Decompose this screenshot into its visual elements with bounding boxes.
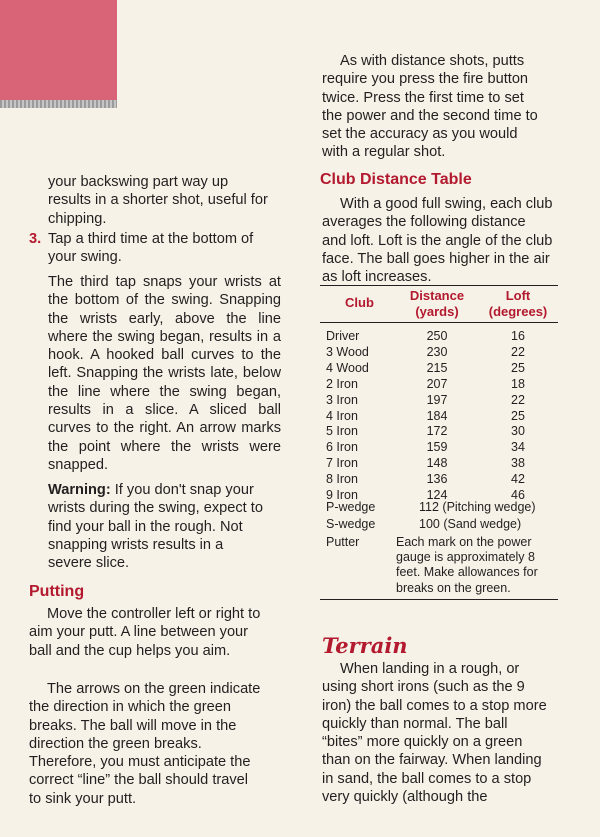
club-distance-heading: Club Distance Table (320, 171, 472, 188)
cell-club: 7 Iron (326, 456, 358, 471)
cell-distance: 172 (426, 424, 448, 439)
list-number-3: 3. (29, 231, 42, 247)
cell-loft: 34 (511, 440, 525, 455)
cell-distance: 230 (426, 344, 448, 359)
cell-club: 3 Wood (326, 344, 369, 359)
decorative-stripe (0, 100, 117, 108)
putting-paragraph-1: Move the controller left or right to aim your putt. A line between your ball and the cup helps you aim. (29, 606, 261, 659)
cell-distance: 215 (426, 360, 448, 375)
putting-paragraph-2: The arrows on the green indicate the direction in which the green breaks. The ball will move in the direction the green breaks. Therefore, you must anticipate the correct “line” the ball should travel to sink your putt. (29, 681, 261, 807)
cell-distance: 250 (426, 329, 448, 343)
putter-club: Putter (326, 535, 360, 549)
col-header-club: Club (345, 295, 374, 310)
col-header-distance: Distance (yards) (409, 288, 465, 319)
table-top-rule (320, 285, 558, 286)
table-header-rule (320, 322, 558, 323)
cell-club: 8 Iron (326, 472, 358, 487)
cell-club: 5 Iron (326, 424, 358, 439)
terrain-paragraph: When landing in a rough, or using short irons (such as the 9 iron) the ball comes to a stop more quickly than normal. The ball “bites” more quickly on a green than on the fairway. When landing in sand, the ball comes to a stop very quickly (although the (322, 661, 547, 806)
cell-club: 2 Iron (326, 376, 358, 391)
putting-heading: Putting (29, 583, 85, 600)
cell-distance: 124 (426, 488, 448, 502)
cell-loft: 30 (511, 424, 525, 439)
cell-distance: 136 (426, 472, 448, 487)
table-bottom-rule (320, 599, 558, 600)
cell-loft: 25 (511, 360, 525, 375)
cell-loft: 38 (511, 456, 525, 471)
cell-loft: 42 (511, 472, 525, 487)
warning-paragraph (48, 481, 263, 572)
cell-club: 4 Wood (326, 360, 369, 375)
cell-loft: 46 (511, 488, 525, 502)
cell-loft: 22 (511, 344, 525, 359)
backswing-paragraph: your backswing part way up results in a shorter shot, useful for chipping. (48, 174, 268, 227)
decorative-color-block (0, 0, 117, 100)
putts-paragraph: As with distance shots, putts require you press the fire button twice. Press the first time to set the power and the second time to set the accuracy as you would with a regular shot. (322, 53, 538, 161)
cell-distance: 159 (426, 440, 448, 455)
cell-loft: 16 (511, 329, 525, 343)
cell-loft: 18 (511, 376, 525, 391)
cell-distance: 148 (426, 456, 448, 471)
cell-distance: 197 (426, 392, 448, 407)
cell-wedge-note: 100 (Sand wedge) (419, 516, 522, 531)
col-header-loft: Loft (degrees) (488, 288, 548, 319)
warning-text: If you don't snap your wrists during the swing, expect to find your ball in the rough. Not snapping wrists results in a severe slice. (48, 482, 263, 572)
cell-club: 6 Iron (326, 440, 358, 455)
cell-wedge-club: S-wedge (326, 516, 376, 531)
cell-wedge-note: 112 (Pitching wedge) (419, 500, 536, 514)
cell-club: 4 Iron (326, 408, 358, 423)
warning-label: Warning: (48, 482, 111, 498)
list-item-3: Tap a third time at the bottom of your swing. (48, 231, 254, 266)
cell-distance: 207 (426, 376, 448, 391)
putter-note: Each mark on the power gauge is approximately 8 feet. Make allowances for breaks on the green. (396, 535, 538, 595)
club-distance-paragraph: With a good full swing, each club averages the following distance and loft. Loft is the angle of the club face. The ball goes higher in the air as loft increases. (322, 196, 553, 286)
terrain-heading: Terrain (322, 633, 408, 658)
cell-distance: 184 (426, 408, 448, 423)
third-tap-paragraph: The third tap snaps your wrists at the bottom of the swing. Snapping the wrists early, above the line where the swing began, results in a hook. A hooked ball curves to the left. Snapping the wrists late, below the line where the swing began, results in a slice. A sliced ball curves to the right. An arrow marks the point where the wrists were snapped. (48, 274, 281, 473)
cell-club: 3 Iron (326, 392, 358, 407)
cell-club: 9 Iron (326, 488, 358, 502)
cell-wedge-club: P-wedge (326, 500, 376, 514)
cell-loft: 22 (511, 392, 525, 407)
cell-loft: 25 (511, 408, 525, 423)
cell-club: Driver (326, 329, 360, 343)
